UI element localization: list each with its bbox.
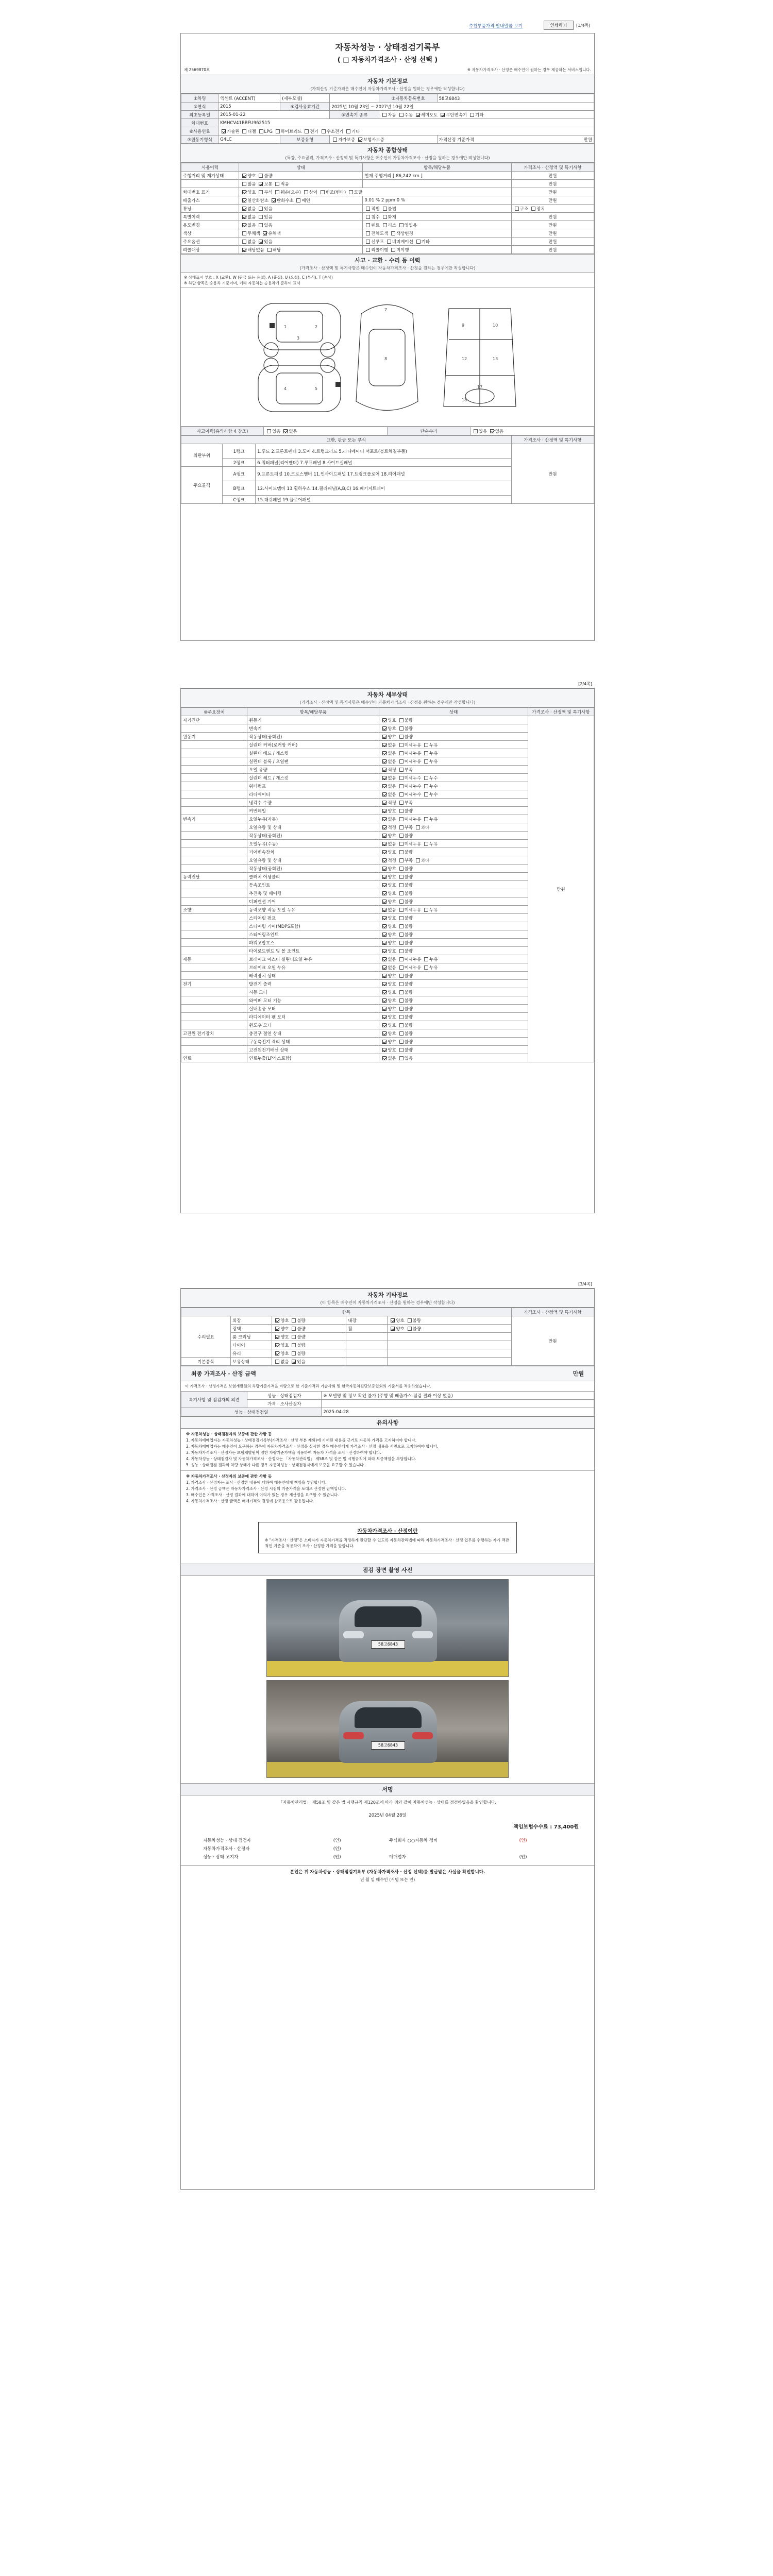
value-car-name: 엑센트 (ACCENT) xyxy=(219,94,280,103)
svg-text:8: 8 xyxy=(384,357,388,361)
table-row: 연료 연료누출(LP가스포함) 없음 있음 xyxy=(181,1054,594,1062)
basic-info-table xyxy=(181,94,594,144)
table-row: 윈도우 모터 양호 불량 xyxy=(181,1021,594,1029)
status-options: 양호 불량 xyxy=(379,848,528,856)
section-accident-history: 사고 · 교환 · 수리 등 이력 (가격조사 · 산정액 및 특기사항은 매수인이 자동차가격조사 · 산정을 원하는 경우에만 작성합니다) xyxy=(181,254,594,273)
table-row: B랭크 12.사이드멤버 13.휠하우스 14.필러패널(A,B,C) 16.패키지트레이 xyxy=(181,481,594,496)
form-number: 제 2569870호 xyxy=(184,67,210,72)
red-seal: (인) xyxy=(519,1838,527,1843)
detail-table: ⑩주요장치 항목/해당부품 상태 가격조사 · 산정액 및 특기사항 자기진단 원동기 양호 불량 만원 변속기 양호 불량 원동기 작동상태(공회전) 양호 불량 실린더 커버(로커암 커버) 없음 미세누유 누유 실린더 헤드 / 개스킷 없음 미세누유 누유 실린더 블록 / 오일팬 없음 미세누유 누유 오일 유량 적정 부족 실린더 헤드 / 개스킷 없음 미세누수 누수 워터펌프 없음 미세누수 누수 라디에이터 없음 미세누수 누수 냉각수 수량 적정 부족 커먼레일 양호 불량 변속기 오일누유(자동) 없음 미세누유 누유 오일유량 및 상태 적정 부족 과다 작동상태(공회전) 양호 불량 오일누유(수동) 없음 미세누유 누유 기어변속장치 양호 불량 오일유량 및 상태 적정 부족 과다 작동상태(공회전) 양호 불량 동력전달 클러치 어셈블리 양호 불량 등속조인트 양호 불량 추진축 및 베어링 양호 불량 디퍼렌셜 기어 양호 불량 조향 동력조향 작동 오일 누유 없음 미세누유 누유 스티어링 펌프 양호 불량 스티어링 기어(MDPS포함) 양호 불량 스티어링조인트 양호 불량 파워고압호스 양호 불량 타이로드엔드 및 볼 조인트 양호 불량 제동 브레이크 마스터 실린더오일 누유 없음 미세누유 누유 브레이크 오일 누유 없음 미세누유 누유 배력장치 상태 양호 불량 전기 발전기 출력 양호 불량 시동 모터 양호 불량 와이퍼 모터 기능 양호 불량 실내송풍 모터 양호 불량 라디에이터 팬 모터 양호 불량 윈도우 모터 양호 불량 고전원 전기장치 충전구 절연 상태 양호 불량 구동축전지 격리 상태 양호 불량 고전원전기배선 상태 양호 불량 연료 연료누출(LP가스포함) 없음 있음 xyxy=(181,707,594,1062)
table-row: 기본품목 보유상태 없음 있음 xyxy=(181,1358,594,1366)
table-row: 전기 발전기 출력 양호 불량 xyxy=(181,980,594,988)
svg-text:17: 17 xyxy=(477,385,483,389)
table-row: 냉각수 수량 적정 부족 xyxy=(181,799,594,807)
table-row: 실린더 헤드 / 개스킷 없음 미세누유 누유 xyxy=(181,749,594,757)
status-options: 양호 불량 xyxy=(379,1013,528,1021)
table-row: 주요골격 A랭크 9.프론트패널 10.크로스멤버 11.인사이드패널 17.트렁크플로어 18.리어패널 xyxy=(181,467,594,481)
car-diagram-svg xyxy=(181,288,594,427)
label-engine: ⑦원동기형식 xyxy=(181,135,219,144)
table-row: 고전원전기배선 상태 양호 불량 xyxy=(181,1046,594,1054)
table-row: C랭크 15.대쉬패널 19.플로어패널 xyxy=(181,496,594,504)
svg-text:4: 4 xyxy=(284,386,287,391)
label-year: ③연식 xyxy=(181,103,219,111)
value-valid-period: 2025년 10월 23일 ~ 2027년 10월 22일 xyxy=(330,103,594,111)
price-note: 이 가격조사 · 산정가격은 보험개발원의 차량기준가격을 바탕으로 한 기준가격과 기술사회 및 한국자동차진단보증협회의 기준서를 적용하였습니다. xyxy=(185,1384,431,1388)
status-options: 없음 미세누유 누유 xyxy=(379,840,528,848)
other-info-table: 항목 가격조사 · 산정액 및 특기사항 수리필요 외장 양호 불량 내장 양호 불량 만원 광택 양호 불량 휠 양호 불량 룸 크리닝 양호 불량 타이어 양호 불량 유리 양호 불량 기본품목 보유상태 없음 있음 xyxy=(181,1308,594,1366)
status-options: 양호 불량 xyxy=(379,865,528,873)
status-options: 양호 불량 xyxy=(379,1038,528,1046)
table-row: 광택 양호 불량 휠 양호 불량 xyxy=(181,1325,594,1333)
table-row: 실린더 블록 / 오일팬 없음 미세누유 누유 xyxy=(181,757,594,766)
sign-title: 서명 xyxy=(181,1783,594,1795)
table-row: 많음 보통 적음 만원 xyxy=(181,180,594,188)
inspector-opinion: ※ 모델명 및 정보 확인 불가 (주행 및 배출가스 점검 결과 이상 없음) xyxy=(322,1392,594,1400)
table-row: 추진축 및 베어링 양호 불량 xyxy=(181,889,594,897)
guide-text: ※ "가격조사 · 산정"은 소비자가 자동차가격을 적정하게 판단할 수 있도록 자동차관리법에 따라 자동차가격조사 · 산정 업무를 수행하는 자가 객관적인 기준을 적용하여 조사 · 산정한 가격을 말합니다. xyxy=(265,1538,509,1548)
status-options: 양호 불량 xyxy=(379,930,528,939)
status-options: 없음 미세누유 누유 xyxy=(379,749,528,757)
label-valid-period: ④검사유효기간 xyxy=(280,103,330,111)
table-row: 배력장치 상태 양호 불량 xyxy=(181,972,594,980)
damage-note: ※ 하단 항목은 승용차 기준이며, 기타 자동차는 승용차에 준하여 표시 xyxy=(184,281,300,285)
svg-text:12: 12 xyxy=(462,357,467,361)
table-row: 원동기 작동상태(공회전) 양호 불량 xyxy=(181,733,594,741)
table-row: 색상 무채색 유채색 전체도색 색상변경 만원 xyxy=(181,229,594,238)
page-number-1: [1/4쪽] xyxy=(576,23,590,28)
table-row: 오일 유량 적정 부족 xyxy=(181,766,594,774)
guide-title: 자동차가격조사 · 산정이란 xyxy=(357,1529,418,1534)
buyer-sign: 년 월 일 매수인 (서명 또는 인) xyxy=(360,1877,415,1882)
value-warranty: 자가보증 보험사보증 xyxy=(330,135,437,144)
table-row: 타이어 양호 불량 xyxy=(181,1341,594,1349)
print-button[interactable]: 인쇄하기 xyxy=(544,21,574,30)
photo-title: 점검 장면 촬영 사진 xyxy=(181,1564,594,1576)
table-row: 와이퍼 모터 기능 양호 불량 xyxy=(181,996,594,1005)
damage-legend: ※ 상태표시 부호 : X (교환), W (판금 또는 용접), A (흠집), U (요철), C (부식), T (손상) xyxy=(184,275,333,280)
table-row: 작동상태(공회전) 양호 불량 xyxy=(181,865,594,873)
status-options: 없음 미세누유 누유 xyxy=(379,815,528,823)
section-basic-info xyxy=(181,75,594,94)
section-notice: 유의사항 xyxy=(181,1416,594,1429)
special-notes-table: 특기사항 및 점검자의 의견 성능 · 상태점검자 ※ 모델명 및 정보 확인 불가 (주행 및 배출가스 점검 결과 이상 없음) 가격 · 조사산정자 성능 · 상태점검일 2025-04-28 xyxy=(181,1391,594,1416)
status-options: 양호 불량 xyxy=(379,716,528,724)
page-2 xyxy=(180,682,595,1213)
status-options: 양호 불량 xyxy=(379,988,528,996)
status-options: 양호 불량 xyxy=(379,939,528,947)
page-number-3: [3/4쪽] xyxy=(578,1282,592,1286)
table-row: 실린더 헤드 / 개스킷 없음 미세누수 누수 xyxy=(181,774,594,782)
section-subtitle: (가격산정 기준가격은 매수인이 자동차가격조사 · 산정을 원하는 경우에만 작성합니다) xyxy=(310,87,465,91)
table-row: 오일유량 및 상태 적정 부족 과다 xyxy=(181,856,594,865)
inspection-photo-1 xyxy=(266,1579,509,1677)
value-engine: G4LC xyxy=(219,135,280,144)
table-row: 리콜대상 해당없음 해당 리콜이행 미이행 만원 xyxy=(181,246,594,254)
status-options: 양호 불량 xyxy=(379,1021,528,1029)
value-reg-number: 58고6843 xyxy=(437,94,594,103)
table-row: 커먼레일 양호 불량 xyxy=(181,807,594,815)
table-row: 시동 모터 양호 불량 xyxy=(181,988,594,996)
status-options: 양호 불량 xyxy=(379,922,528,930)
inspection-date: 2025-04-28 xyxy=(322,1408,594,1416)
status-options: 양호 불량 xyxy=(379,889,528,897)
accident-table: 사고이력(유의사항 4 참조) 있음 없음 단순수리 있음 없음 xyxy=(181,427,594,435)
table-row: 차대번호 표기 양호 부식 훼손(오손) 상이 변조(변타) 도말 만원 xyxy=(181,188,594,196)
price-guide-link[interactable]: 추천부품가격 안내말씀 보기 xyxy=(469,24,523,29)
table-row: 라디에이터 없음 미세누수 누수 xyxy=(181,790,594,799)
status-options: 적정 부족 xyxy=(379,799,528,807)
status-options: 양호 불량 xyxy=(379,1005,528,1013)
status-options: 양호 불량 xyxy=(379,724,528,733)
svg-text:5: 5 xyxy=(315,386,318,391)
table-row: 자기진단 원동기 양호 불량 만원 xyxy=(181,716,594,724)
top-bar xyxy=(180,21,595,32)
svg-text:3: 3 xyxy=(297,336,300,341)
label-vin: 차대번호 xyxy=(181,119,219,127)
table-row: 실내송풍 모터 양호 불량 xyxy=(181,1005,594,1013)
guide-box xyxy=(258,1522,517,1553)
status-options: 양호 불량 xyxy=(379,873,528,881)
section-overall-status: 자동차 종합상태 (특강, 주요골격, 가격조사 · 산정액 및 특기사항은 매수인이 자동차가격조사 · 산정을 원하는 경우에만 작성합니다) xyxy=(181,144,594,163)
svg-text:18: 18 xyxy=(462,398,467,402)
table-row: 주요옵션 없음 있음 선루프 네비게이션 기타 만원 xyxy=(181,238,594,246)
fee-label: 책임보험수수료 : xyxy=(513,1824,552,1830)
table-row: 외판부위 1랭크 1.후드 2.프론트펜더 3.도어 4.트렁크리드 5.라디에이터 서포트(볼트체결부품) 만원 xyxy=(181,444,594,459)
status-options: 없음 미세누유 누유 xyxy=(379,906,528,914)
car-diagram xyxy=(181,287,594,427)
table-row: 동력전달 클러치 어셈블리 양호 불량 xyxy=(181,873,594,881)
section-detail-status: 자동차 세부상태 (가격조사 · 산정액 및 특기사항은 매수인이 자동차가격조사 · 산정을 원하는 경우에만 작성합니다) xyxy=(181,688,594,707)
table-row: 구동축전지 격리 상태 양호 불량 xyxy=(181,1038,594,1046)
table-row: 브레이크 오일 누유 없음 미세누유 누유 xyxy=(181,963,594,972)
table-row: 등속조인트 양호 불량 xyxy=(181,881,594,889)
form-header xyxy=(181,33,594,67)
table-row: 파워고압호스 양호 불량 xyxy=(181,939,594,947)
status-options: 양호 불량 xyxy=(379,980,528,988)
table-row: 라디에이터 팬 모터 양호 불량 xyxy=(181,1013,594,1021)
table-row: 스티어링 펌프 양호 불량 xyxy=(181,914,594,922)
sign-date: 2025년 04월 28일 xyxy=(368,1813,407,1818)
table-row: 배출가스 일산화탄소 탄화수소 매연 0.01 % 2 ppm 0 % 만원 xyxy=(181,196,594,205)
table-row: 작동상태(공회전) 양호 불량 xyxy=(181,832,594,840)
table-row: 기어변속장치 양호 불량 xyxy=(181,848,594,856)
table-row: 튜닝 없음 있음 적법 불법 구조 장치 xyxy=(181,205,594,213)
value-year: 2015 xyxy=(219,103,280,111)
label-transmission: ⑤변속기 종류 xyxy=(330,111,379,119)
table-row: 오일유량 및 상태 적정 부족 과다 xyxy=(181,823,594,832)
svg-text:9: 9 xyxy=(462,323,465,328)
table-row: 주행거리 및 계기상태 양호 불량 현재 주행거리 [ 86,242 km ] 만원 xyxy=(181,172,594,180)
value-fuel: 가솔린 디젤 LPG 하이브리드 전기 수소전기 기타 xyxy=(219,127,594,135)
form-title: 자동차성능 · 상태점검기록부 xyxy=(335,42,440,52)
page-3 xyxy=(180,1282,595,2190)
table-row: 제동 브레이크 마스터 실린더오일 누유 없음 미세누유 누유 xyxy=(181,955,594,963)
table-row: 타이로드엔드 및 볼 조인트 양호 불량 xyxy=(181,947,594,955)
status-options: 양호 불량 xyxy=(379,947,528,955)
label-warranty: 보증유형 xyxy=(280,135,330,144)
value-base-price: 가격산정 기준가격 만원 xyxy=(437,135,594,144)
inspection-photo-2 xyxy=(266,1680,509,1778)
status-options: 적정 부족 과다 xyxy=(379,823,528,832)
table-row: 디퍼렌셜 기어 양호 불량 xyxy=(181,897,594,906)
status-options: 적정 부족 xyxy=(379,766,528,774)
status-options: 양호 불량 xyxy=(379,914,528,922)
svg-text:10: 10 xyxy=(493,323,498,328)
form-subtitle: ( □ 자동차가격조사 · 산정 선택 ) xyxy=(337,56,438,64)
label-first-reg: 최초등록일 xyxy=(181,111,219,119)
table-row: 오일누유(수동) 없음 미세누유 누유 xyxy=(181,840,594,848)
table-row: 수리필요 외장 양호 불량 내장 양호 불량 만원 xyxy=(181,1316,594,1325)
fee-value: 73,400원 xyxy=(553,1824,579,1830)
value-first-reg: 2015-01-22 xyxy=(219,111,330,119)
value-vin: KMHCV41BBFU962515 xyxy=(219,119,594,127)
svg-text:1: 1 xyxy=(284,325,287,329)
buyer-confirm: 본인은 위 자동차성능 · 상태점검기록부 (자동차가격조사 · 산정 선택)를 발급받은 사실을 확인합니다. xyxy=(181,1865,594,1876)
notice-price: ※ 자동차가격조사 · 산정자의 보증에 관한 사항 등 1. 가격조사 · 산정자는 조사 · 산정한 내용에 대하여 매수인에게 책임을 부담합니다. 2. 가격조사 · 산정 금액은 자동차가격조사 · 산정 시점의 기준가격을 토대로 산정한 금액입니다. 3. 매수인은 가격조사 · 산정 결과에 대하여 이의가 있는 경우 재산정을 요구할 수 있습니다. 4. 자동차가격조사 · 산정 금액은 매매가격의 결정에 참고용으로 활용됩니다. xyxy=(181,1470,594,1506)
svg-text:13: 13 xyxy=(493,357,498,361)
notice-inspector: ※ 자동차성능 · 상태점검자의 보증에 관한 사항 등 1. 자동차매매업자는 자동차성능 · 상태점검기록부(가격조사 · 산정 부분 제외)에 기재된 내용을 근거로 자동차 가격을 고지하여야 합니다. 2. 자동차매매업자는 매수인이 요구하는 경우에 자동차가격조사 · 산정을 실시한 경우 매수인에게 가격조사 · 산정 내용을 서면으로 고지하여야 합니다. 3. 자동차가격조사 · 산정자는 보험개발원이 정한 차량기준가액을 적용하여 자동차 가격을 조사 · 산정하여야 합니다. 4. 자동차성능 · 상태점검자 및 자동차가격조사 · 산정자는 「자동차관리법」 제58조 및 같은 법 시행규칙에 따라 보증책임을 부담합니다. 5. 성능 · 상태점검 결과와 차량 상태가 다른 경우 자동차성능 · 상태점검자에게 보증을 요구할 수 있습니다. xyxy=(186,1432,439,1467)
section-other-info: 자동차 기타정보 (이 항목은 매수인이 자동차가격조사 · 산정을 원하는 경우에만 작성합니다) xyxy=(181,1289,594,1308)
status-options: 양호 불량 xyxy=(379,832,528,840)
page-1 xyxy=(180,33,595,641)
status-options: 양호 불량 xyxy=(379,733,528,741)
table-row: 룸 크리닝 양호 불량 xyxy=(181,1333,594,1341)
status-options: 양호 불량 xyxy=(379,807,528,815)
table-row: 변속기 오일누유(자동) 없음 미세누유 누유 xyxy=(181,815,594,823)
status-options: 양호 불량 xyxy=(379,972,528,980)
status-options: 양호 불량 xyxy=(379,996,528,1005)
status-options: 없음 미세누수 누수 xyxy=(379,782,528,790)
table-row: 용도변경 없음 있음 렌트 리스 영업용 만원 xyxy=(181,221,594,229)
page-number-2: [2/4쪽] xyxy=(578,682,592,686)
license-plate-rear: 58고6843 xyxy=(371,1741,405,1750)
label-detail-model: (세부모델) xyxy=(280,94,330,103)
label-car-name: ①차명 xyxy=(181,94,219,103)
table-row: 유리 양호 불량 xyxy=(181,1349,594,1358)
status-options: 없음 미세누유 누유 xyxy=(379,955,528,963)
table-row: 스티어링조인트 양호 불량 xyxy=(181,930,594,939)
signers-table: 자동차성능 · 상태 점검자 (인) 주식회사 ○○자동차 정비 (인) 자동차가격조사 · 산정자 (인) 성능 · 상태 고지자 (인) 매매업자 (인) xyxy=(201,1836,574,1861)
table-row: 고전원 전기장치 충전구 절연 상태 양호 불량 xyxy=(181,1029,594,1038)
license-plate: 58고6843 xyxy=(371,1640,405,1649)
status-table: 사용이력 상태 항목/해당부품 가격조사 · 산정액 및 특기사항 주행거리 및 계기상태 양호 불량 현재 주행거리 [ 86,242 km ] 만원 많음 보통 적음 만원 차대번호 표기 양호 부식 훼손(오손) 상이 변조(변타) 도말 만원 배출가스 일산화탄소 탄화수소 매연 0.01 % 2 ppm 0 % 만원 튜닝 없음 있음 적법 불법 구조 장치 특별이력 없음 있음 침수 화재 만원 용도변경 없음 있음 렌트 리스 영업용 만원 색상 무채색 유채색 전체도색 색상변경 만원 주요옵션 없음 있음 선루프 네비게이션 기타 만원 리콜대상 해당없음 해당 리콜이행 미이행 만원 xyxy=(181,163,594,254)
form-notice: ※ 자동차가격조사 · 산정은 매수인이 원하는 경우 제공하는 서비스입니다. xyxy=(467,67,591,72)
value-transmission: 자동 수동 세미오토 무단변속기 기타 xyxy=(379,111,594,119)
status-options: 양호 불량 xyxy=(379,881,528,889)
status-options: 없음 미세누수 누수 xyxy=(379,774,528,782)
label-reg-number: ②자동차등록번호 xyxy=(379,94,437,103)
svg-text:2: 2 xyxy=(315,325,318,329)
parts-table: 교환, 판금 또는 부식 가격조사 · 산정액 및 특기사항 외판부위 1랭크 1.후드 2.프론트펜더 3.도어 4.트렁크리드 5.라디에이터 서포트(볼트체결부품) 만원 2랭크 6.쿼터패널(리어펜더) 7.루프패널 8.사이드실패널 주요골격 A랭크 9.프론트패널 10.크로스멤버 11.인사이드패널 17.트렁크플로어 18.리어패널 B랭크 12.사이드멤버 13.휠하우스 14.필러패널(A,B,C) 16.패키지트레이 C랭크 15.대쉬패널 19.플로어패널 xyxy=(181,435,594,504)
table-row: 실린더 커버(로커암 커버) 없음 미세누유 누유 xyxy=(181,741,594,749)
status-options: 없음 미세누유 누유 xyxy=(379,963,528,972)
svg-text:7: 7 xyxy=(384,308,388,312)
status-options: 없음 미세누수 누수 xyxy=(379,790,528,799)
table-row: 스티어링 기어(MDPS포함) 양호 불량 xyxy=(181,922,594,930)
status-options: 양호 불량 xyxy=(379,897,528,906)
table-row: 특별이력 없음 있음 침수 화재 만원 xyxy=(181,213,594,221)
status-options: 없음 미세누유 누유 xyxy=(379,741,528,749)
section-title: 자동차 기본정보 xyxy=(367,78,408,84)
status-options: 양호 불량 xyxy=(379,1029,528,1038)
table-row: 조향 동력조향 작동 오일 누유 없음 미세누유 누유 xyxy=(181,906,594,914)
status-options: 적정 부족 과다 xyxy=(379,856,528,865)
status-options: 양호 불량 xyxy=(379,1046,528,1054)
table-row: 워터펌프 없음 미세누수 누수 xyxy=(181,782,594,790)
status-options: 없음 미세누유 누유 xyxy=(379,757,528,766)
status-options: 없음 있음 xyxy=(379,1054,528,1062)
table-row: 변속기 양호 불량 xyxy=(181,724,594,733)
label-fuel: ⑥사용연료 xyxy=(181,127,219,135)
table-row: 2랭크 6.쿼터패널(리어펜더) 7.루프패널 8.사이드실패널 xyxy=(181,459,594,467)
section-final-price: 최종 가격조사 · 산정 금액 만원 xyxy=(181,1366,594,1381)
sign-text: 「자동차관리법」 제58조 및 같은 법 시행규칙 제120조에 따라 위와 같이 자동차성능 · 상태를 점검하였음을 확인합니다. xyxy=(278,1800,497,1805)
